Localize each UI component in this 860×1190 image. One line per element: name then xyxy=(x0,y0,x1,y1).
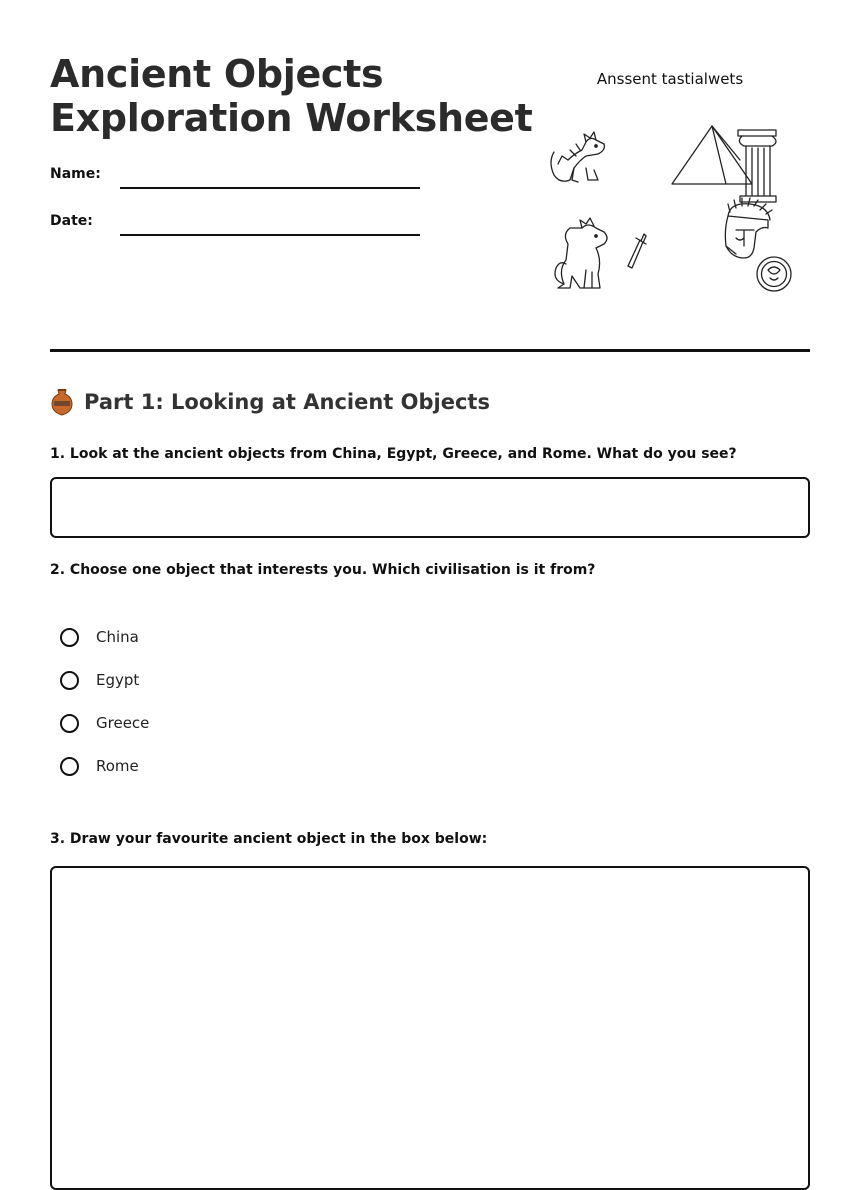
radio-button[interactable] xyxy=(60,714,79,733)
radio-button[interactable] xyxy=(60,671,79,690)
date-field[interactable] xyxy=(120,234,420,236)
worksheet-title xyxy=(50,52,533,140)
dragon-icon xyxy=(551,132,604,182)
coin-icon xyxy=(757,257,791,291)
lion-icon xyxy=(555,218,607,288)
name-label: Name: xyxy=(50,166,101,182)
option-label: Egypt xyxy=(96,671,140,689)
question-2: 2. Choose one object that interests you. Which civilisation is it from? xyxy=(50,562,596,578)
question-1: 1. Look at the ancient objects from China, Egypt, Greece, and Rome. What do you see? xyxy=(50,446,737,462)
part-1-heading xyxy=(50,388,490,416)
drawing-box[interactable] xyxy=(50,866,810,1190)
name-field[interactable] xyxy=(120,187,420,189)
option-rome[interactable] xyxy=(60,755,149,777)
option-greece[interactable] xyxy=(60,712,149,734)
title-line-2: Exploration Worksheet xyxy=(50,96,533,140)
civilisation-options xyxy=(60,626,149,798)
illustration-caption: Anssent tastialwets xyxy=(596,70,744,88)
column-icon xyxy=(738,130,776,202)
question-1-answer-box[interactable] xyxy=(50,477,810,538)
pyramid-icon xyxy=(672,126,752,184)
title-line-1: Ancient Objects xyxy=(50,52,384,96)
dagger-icon xyxy=(628,234,646,268)
question-3: 3. Draw your favourite ancient object in the box below: xyxy=(50,831,488,847)
option-label: China xyxy=(96,628,139,646)
radio-button[interactable] xyxy=(60,757,79,776)
amphora-icon xyxy=(50,388,74,416)
radio-button[interactable] xyxy=(60,628,79,647)
section-divider xyxy=(50,349,810,352)
option-label: Rome xyxy=(96,757,139,775)
option-label: Greece xyxy=(96,714,150,732)
option-egypt[interactable] xyxy=(60,669,149,691)
warrior-helmet-icon xyxy=(725,198,772,258)
option-china[interactable] xyxy=(60,626,149,648)
part-1-title: Part 1: Looking at Ancient Objects xyxy=(84,390,490,414)
ancient-objects-illustration xyxy=(540,120,800,300)
date-label: Date: xyxy=(50,213,93,229)
